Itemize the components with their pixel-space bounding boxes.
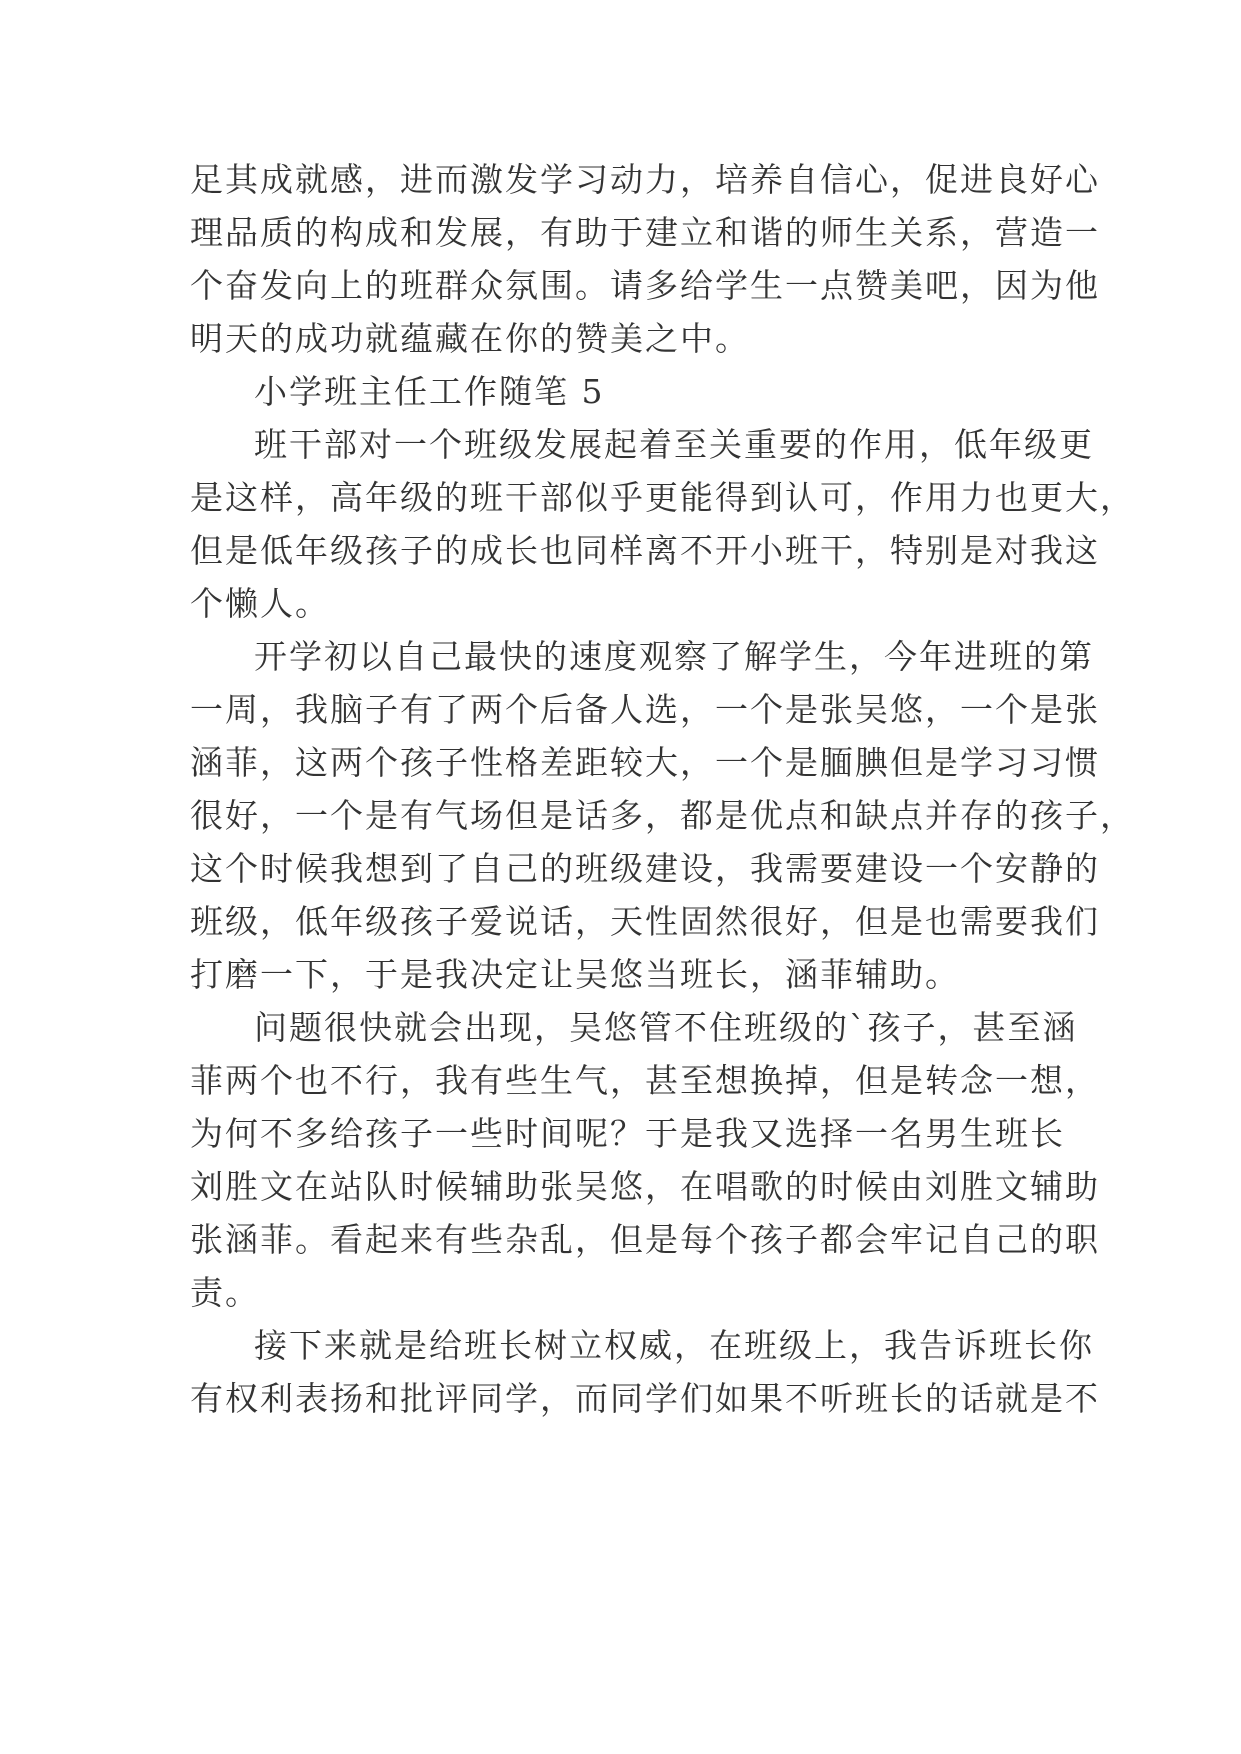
text-line: 为何不多给孩子一些时间呢？于是我又选择一名男生班长	[190, 1114, 1065, 1153]
text-line: 打磨一下，于是我决定让吴悠当班长，涵菲辅助。	[190, 955, 960, 994]
text-line: 个奋发向上的班群众氛围。请多给学生一点赞美吧，因为他	[190, 266, 1100, 305]
text-line: 问题很快就会出现，吴悠管不住班级的`孩子，甚至涵	[254, 1008, 1078, 1047]
text-line: 理品质的构成和发展，有助于建立和谐的师生关系，营造一	[190, 213, 1100, 252]
text-line: 足其成就感，进而激发学习动力，培养自信心，促进良好心	[190, 160, 1100, 199]
text-line: 班干部对一个班级发展起着至关重要的作用，低年级更	[254, 425, 1094, 464]
text-line: 个懒人。	[190, 584, 330, 623]
text-line: 是这样，高年级的班干部似乎更能得到认可，作用力也更大，	[190, 478, 1135, 517]
text-line: 一周，我脑子有了两个后备人选，一个是张吴悠，一个是张	[190, 690, 1100, 729]
text-line: 刘胜文在站队时候辅助张吴悠，在唱歌的时候由刘胜文辅助	[190, 1167, 1100, 1206]
text-line: 明天的成功就蕴藏在你的赞美之中。	[190, 319, 750, 358]
text-line: 这个时候我想到了自己的班级建设，我需要建设一个安静的	[190, 849, 1100, 888]
text-line: 开学初以自己最快的速度观察了解学生，今年进班的第	[254, 637, 1094, 676]
section-heading: 小学班主任工作随笔 5	[254, 372, 605, 411]
text-line: 有权利表扬和批评同学，而同学们如果不听班长的话就是不	[190, 1379, 1100, 1418]
text-line: 涵菲，这两个孩子性格差距较大，一个是腼腆但是学习习惯	[190, 743, 1100, 782]
text-line: 班级，低年级孩子爱说话，天性固然很好，但是也需要我们	[190, 902, 1100, 941]
text-line: 责。	[190, 1273, 260, 1312]
text-line: 菲两个也不行，我有些生气，甚至想换掉，但是转念一想，	[190, 1061, 1100, 1100]
text-line: 张涵菲。看起来有些杂乱，但是每个孩子都会牢记自己的职	[190, 1220, 1100, 1259]
text-line: 但是低年级孩子的成长也同样离不开小班干，特别是对我这	[190, 531, 1100, 570]
text-line: 接下来就是给班长树立权威，在班级上，我告诉班长你	[254, 1326, 1094, 1365]
text-line: 很好，一个是有气场但是话多，都是优点和缺点并存的孩子，	[190, 796, 1135, 835]
